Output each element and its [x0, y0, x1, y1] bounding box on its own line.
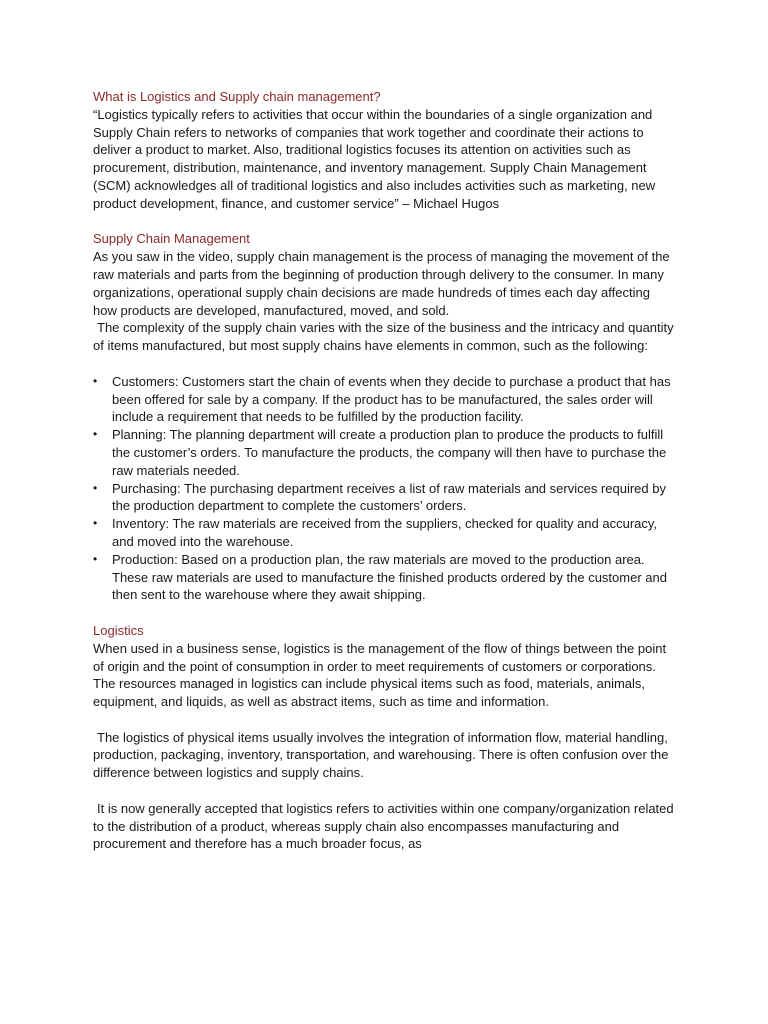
list-item: • Planning: The planning department will create a production plan to produce the products to fulfill the customer’s orders. To manufacture the products, the company will then have to purchase the raw materials needed. [112, 426, 674, 479]
scm-elements-list [93, 373, 674, 604]
hugos-quote: “Logistics typically refers to activities that occur within the boundaries of a single organization and Supply Chain refers to networks of companies that work together and coordinate their actions to deliver a product to market. Also, traditional logistics focuses its attention on activities such as procurement, distribution, maintenance, and inventory management. Supply Chain Management (SCM) acknowledges all of traditional logistics and also includes activities such as marketing, new product development, finance, and customer service” – Michael Hugos [93, 106, 656, 211]
logistics-paragraph-1: When used in a business sense, logistics is the management of the flow of things between the point of origin and the point of consumption in order to meet requirements of customers or corporations. The resources managed in logistics can include physical items such as food, materials, animals, equipment, and liquids, as well as abstract items, such as time and information. [93, 640, 667, 710]
section-heading-scm: Supply Chain Management [93, 231, 250, 247]
scm-paragraph-1: As you saw in the video, supply chain management is the process of managing the movement of the raw materials and parts from the beginning of production through delivery to the consumer. In many organizations, operational supply chain decisions are made hundreds of times each day affecting how products are developed, manufactured, moved, and sold. [93, 249, 670, 318]
spacer [93, 711, 674, 729]
section-heading-logistics-scm: What is Logistics and Supply chain management? [93, 89, 381, 104]
list-item: • Customers: Customers start the chain of events when they decide to purchase a product that has been offered for sale by a company. If the product has to be manufactured, the sales order will include a requirement that needs to be fulfilled by the production facility. [112, 373, 674, 426]
logistics-paragraph-2: The logistics of physical items usually involves the integration of information flow, material handling, production, packaging, inventory, transportation, and warehousing. There is often confusion over the difference between logistics and supply chains. [93, 729, 669, 781]
section-heading-logistics: Logistics [93, 622, 144, 638]
list-item: • Purchasing: The purchasing department receives a list of raw materials and services required by the production department to complete the customers’ orders. [112, 480, 674, 516]
spacer [93, 213, 674, 231]
spacer [93, 782, 674, 800]
scm-paragraph-2: The complexity of the supply chain varies with the size of the business and the intricacy and quantity of items manufactured, but most supply chains have elements in common, such as the following: [93, 320, 674, 354]
spacer [93, 604, 674, 622]
list-item: • Inventory: The raw materials are received from the suppliers, checked for quality and accuracy, and moved into the warehouse. [112, 515, 674, 551]
spacer [93, 355, 674, 373]
logistics-paragraph-3: It is now generally accepted that logistics refers to activities within one company/organization related to the distribution of a product, whereas supply chain also encompasses manufacturing and procurement and therefore has a much broader focus, as [93, 800, 674, 852]
list-item: • Production: Based on a production plan, the raw materials are moved to the production area. These raw materials are used to manufacture the finished products ordered by the customer and then sent to the warehouse where they await shipping. [112, 551, 674, 604]
